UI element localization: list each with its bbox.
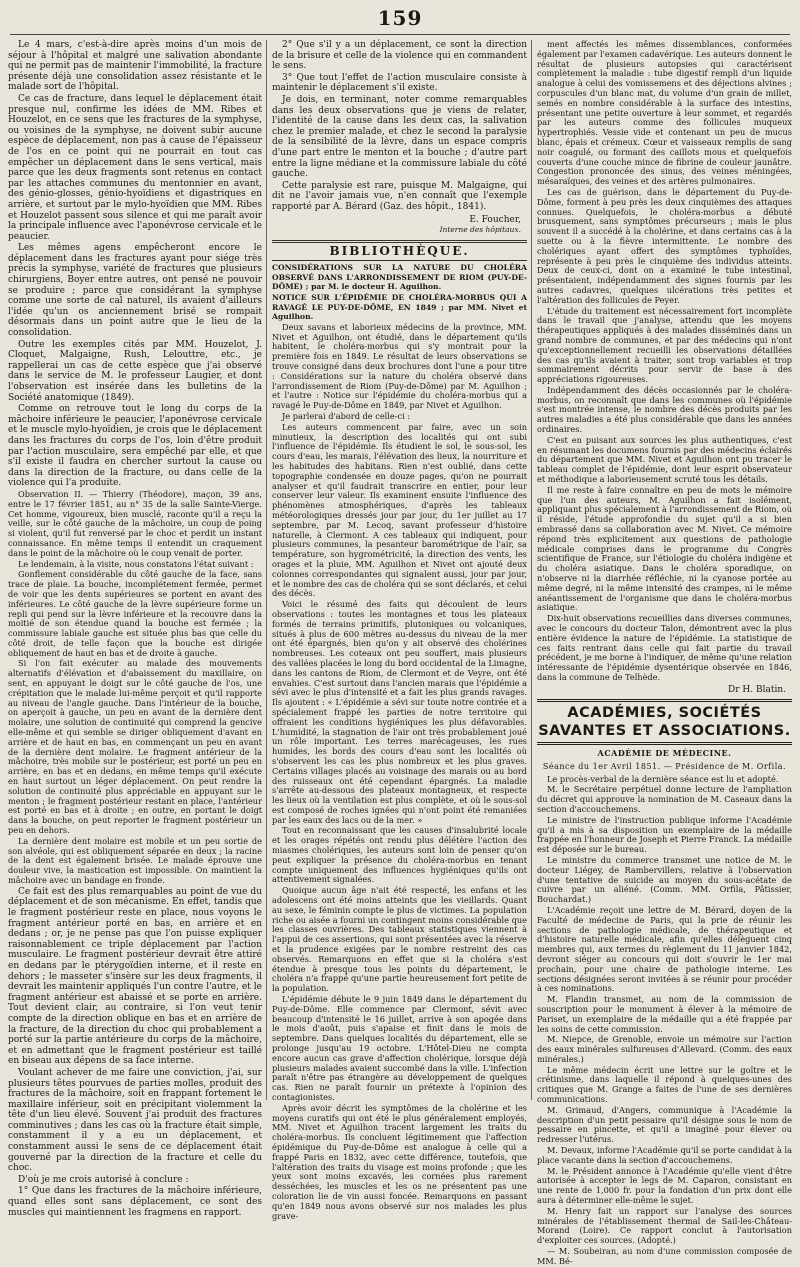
paragraph: Comme on retrouve tout le long du corps de la mâchoire inférieure le peaucier, l'aponévrose cervicale et le muscle mylo-hyoïdien, je crois que le déplacement dans les fractures du corps de l'os, loin d'être produit par l'action musculaire, sera empêché par elle, et que s'il existe il faudra en chercher surtout la cause ou dans la direction de la fracture, ou dans celle de la violence qui l'a produite. xyxy=(8,404,262,489)
paragraph: Je dois, en terminant, noter comme remarquables dans les deux observations que je viens de relater, l'identité de la cause dans les deux cas, la salivation chez le premier malade, et chez le second la paralysie de la sensibilité de la lèvre, dans un espace compris d'une part entre le menton et la bouche ; d'autre part entre la ligne médiane et la commissure labiale du côté gauche. xyxy=(272,94,527,180)
observation-paragraph: Si l'on fait exécuter au malade des mouvements alternatifs d'élévation et d'abaissement du maxillaire, on sent, en appuyant le doigt sur le côté gauche de l'os, une crépitation que le malade lui-même perçoit et qu'il rapporte au niveau de l'angle gauche. Dans l'intérieur de la bouche, on aperçoit à gauche, un peu en avant de la dernière dent molaire, une solution de continuité qui comprend la gencive elle-même et qui semble se diriger obliquement d'avant en arrière et de haut en bas, en commençant un peu en avant de la dernière dent molaire. Le fragment antérieur de la mâchoire, très mobile sur le postérieur, est porté un peu en arrière, en bas et en dedans, en même temps qu'il exécute en haut surtout un léger déplacement. On peut rendre la solution de continuité plus appréciable en appuyant sur le menton ; le fragment postérieur restant en place, l'antérieur est porté en bas et à droite ; en outre, en portant le doigt dans la bouche, on peut reporter le fragment postérieur un peu en dehors. xyxy=(8,658,262,836)
session-paragraph: M. Niepce, de Grenoble, envoie un mémoire sur l'action des eaux minérales sulfureuses d'Allevard. (Comm. des eaux minérales.) xyxy=(537,1034,792,1064)
session-paragraph: M. Devaux, informe l'Académie qu'il se porte candidat à la place vacante dans la section d'accouchemens. xyxy=(537,1145,792,1165)
observation-paragraph: Observation II. — Thierry (Théodore), maçon, 39 ans, entre le 17 février 1851, au n° 35 de la salle Sainte-Vierge. Cet homme, vigoureux, bien musclé, raconte qu'il a reçu la veille, sur le côté gauche de la mâchoire, un coup de poing si violent, qu'il fut renversé par le choc et perdit un instant connaissance. En même temps il entendit un craquement dans le point de la mâchoire où le coup venait de porter. xyxy=(8,488,262,558)
review-paragraph: Les cas de guérison, dans le département du Puy-de-Dôme, forment à peu près les deux cinquièmes des attaques connues. Quelquefois, le choléra-morbus a débuté brusquement, sans symptômes précurseurs ; mais le plus souvent il a succédé à la cholérine, et dans certains cas à la suette ou à la fièvre intermittente. Le nombre des cholériques ayant offert des symptômes typhoïdes, représente à peu près le cinquième des individus atteints. Deux de ceux-ci, dont on a examiné le tube intestinal, présentaient, indépendamment des signes fournis par les autres cadavres, quelques ulcérations très petites et l'altération des follicules de Peyer. xyxy=(537,186,792,305)
review-paragraph: Deux savans et laborieux médecins de la province, MM. Nivet et Aguilhon, ont étudié, dans le département qu'ils habitent, le choléra-morbus qui s'y montrait pour la première fois en 1849. Le résultat de leurs observations se trouve consigné dans deux brochures dont l'une a pour titre : Considérations sur la nature du choléra observé dans l'arrondissement de Riom (Puy-de-Dôme) par M. Aguilhon ; et l'autre : Notice sur l'épidémie du choléra-morbus qui a ravagé le Puy-de-Dôme en 1849, par Nivet et Aguilhon. xyxy=(272,321,527,411)
review-title: CONSIDÉRATIONS SUR LA NATURE DU CHOLÉRA OBSERVÉ DANS L'ARRONDISSEMENT DE RIOM (PUY-DE-DÔME) ; par M. le docteur H. Aguilhon. xyxy=(272,263,527,292)
observation-paragraph: Le lendemain, à la visite, nous constatons l'état suivant : xyxy=(18,558,254,569)
review-paragraph: C'est en puisant aux sources les plus authentiques, c'est en résumant les documens fournis par des médecins éclairés du département que MM. Nivet et Aguilhon ont pu tracer le tableau complet de l'épidémie, dont leur esprit observateur et méthodique a laborieusement scruté tous les détails. xyxy=(537,434,792,485)
session-paragraph: Le ministre du commerce transmet une notice de M. le docteur Liégey, de Rambervillers, relative à l'observation d'une tentative de suicide au moyen du sous-acétate de cuivre par un aliéné. (Comm. MM. Orfila, Pâtissier, Bouchardat.) xyxy=(537,854,792,905)
session-paragraph: Le même médecin écrit une lettre sur le goître et le crétinisme, dans laquelle il répond à quelques-unes des critiques que M. Grange a faites de l'une de ses dernières communications. xyxy=(537,1064,792,1105)
review-paragraph: Je parlerai d'abord de celle-ci : xyxy=(282,411,411,422)
paragraph: 1° Que dans les fractures de la mâchoire inférieure, quand elles sont sans déplacement, ce sont des muscles qui maintiennent les fragmens en rapport. xyxy=(8,1186,262,1218)
session-paragraph: M. Flandin transmet, au nom de la commission de souscription pour le monument à élever à la mémoire de Pariset, un exemplaire de la médaille qui a été frappée par les soins de cette commission. xyxy=(537,994,792,1034)
session-paragraph: L'Académie reçoit une lettre de M. Bérard, doyen de la Faculté de médecine de Paris, qui la prie de réunir les sections de pathologie médicale, de thérapeutique et d'histoire naturelle médicale, afin qu'elles délèguent cinq membres qui, aux termes du règlement du 11 janvier 1842, devront siéger au concours qui doit s'ouvrir le 1er mai prochain, pour une chaire de pathologie interne. Les sections désignées seront invitées à se réunir pour procéder à ces nominations. xyxy=(537,904,792,994)
page-number: 159 xyxy=(377,6,423,30)
author-role: Interne des hôpitaux. xyxy=(439,225,521,235)
review-paragraph: L'étude du traitement est nécessairement fort incomplète dans le travail que j'analyse, attendu que les moyens thérapeutiques appliqués à des malades disséminés dans un grand nombre de communes, et par des médecins qui n'ont qu'exceptionnellement recueilli les observations détaillées des cas qu'ils avaient à traiter, sont trop variables et trop sommairement décrits pour servir de base à des appréciations rigoureuses. xyxy=(537,305,792,385)
paragraph: Outre les exemples cités par MM. Houzelot, J. Cloquet, Malgaigne, Rush, Lelouttre, etc., je rappellerai un cas de cette espèce que j'ai observé dans le service de M. le professeur Laugier, et dont l'observation est insérée dans les bulletins de la Société anatomique (1849). xyxy=(8,339,262,403)
session-paragraph: M. le Président annonce à l'Académie qu'elle vient d'être autorisée à accepter le legs de M. Caparon, consistant en une rente de 1,000 fr. pour la fondation d'un prix dont elle aura à déterminer elle-même le sujet. xyxy=(537,1165,792,1206)
section-divider xyxy=(272,260,527,261)
paragraph: 2° Que s'il y a un déplacement, ce sont la direction de la brisure et celle de la violence qui en commandent le sens. xyxy=(272,40,527,72)
author-signature: Dr H. Blatin. xyxy=(728,684,786,695)
header-rule xyxy=(10,34,790,35)
column-divider-1 xyxy=(266,40,267,1100)
review-title: NOTICE SUR L'ÉPIDÉMIE DE CHOLÉRA-MORBUS QUI A RAVAGÉ LE PUY-DE-DÔME, EN 1849 ; par MM. Nivet et Aguilhon. xyxy=(272,293,527,322)
review-paragraph: Les auteurs commencent par faire, avec un soin minutieux, la description des localités qui ont subi l'influence de l'épidémie. Ils étudient le sol, le sous-sol, les cours d'eau, les marais, l'élévation des lieux, la nourriture et les habitudes des habitans. Rien n'est oublié, dans cette topographie condensée en douze pages, qu'on ne pourrait analyser et qu'il faudrait transcrire en entier, pour leur conserver leur valeur. Ils examinent ensuite l'influence des phénomènes atmosphériques, d'après les tableaux météorologiques dressés jour par jour, du 1er juillet au 17 septembre, par M. Lecoq, savant professeur d'histoire naturelle, à Clermont. A ces tableaux qui indiquent, pour plusieurs communes, la pesanteur barométrique de l'air, sa température, son hygrométricité, la direction des vents, les orages et la pluie, MM. Aguilhon et Nivet ont ajouté deux colonnes correspondantes qui signalent aussi, jour par jour, et le nombre des cas de choléra qui se sont déclarés, et celui des décès. xyxy=(272,421,527,599)
paragraph: Ce fait est des plus remarquables au point de vue du déplacement et de son mécanisme. En effet, tandis que le fragment postérieur reste en place, nous voyons le fragment antérieur porté en bas, en arrière et en dedans ; or, je ne pense pas que l'on puisse expliquer raisonnablement ce triple déplacement par l'action musculaire. Le fragment postérieur devrait être attiré en dedans par le ptérygoïdien interne, et il reste en dehors ; le masseter s'insère sur les deux fragments, il devrait les maintenir appliqués l'un contre l'autre, et le fragment antérieur est abaissé et se porte en arrière. Tout devient clair, au contraire, si l'on veut tenir compte de la direction oblique en bas et en arrière de la fracture, de la direction du choc qui probablement a porté sur la partie antérieure du corps de la mâchoire, et en admettant que le fragment postérieur est taillé en biseau aux dépens de sa face interne. xyxy=(8,886,262,1067)
author-signature: E. Foucher, xyxy=(469,214,521,225)
section-heading-academies: ACADÉMIES, SOCIÉTÉS SAVANTES ET ASSOCIATIONS. xyxy=(537,699,792,745)
review-paragraph: Quoique aucun âge n'ait été respecté, les enfans et les adolescens ont été moins atteints que les vieillards. Quant au sexe, le féminin compte le plus de victimes. La population riche ou aisée a fourni un contingent moins considérable que les classes ouvrières. Des tableaux statistiques viennent à l'appui de ces assertions, qui sont présentées avec la réserve et la prudence exigées par le nombre restreint des cas observés. Remarquons en effet que si la choléra s'est étendue à presque tous les points du département, le choléra n'a frappé qu'une partie heureusement fort petite de la population. xyxy=(272,885,527,994)
paragraph: D'où je me crois autorisé à conclure : xyxy=(18,1174,189,1185)
section-divider xyxy=(272,240,527,243)
session-paragraph: — M. Soubeiran, au nom d'une commission composée de MM. Bé- xyxy=(537,1246,792,1266)
observation-paragraph: La dernière dent molaire est mobile et un peu sortie de son alvéole, qui est obliquement séparée en deux ; la racine de la dent est également brisée. Le malade éprouve une douleur vive, la mastication est impossible. On maintient la mâchoire avec un bandage en fronde. xyxy=(8,835,262,886)
observation-paragraph: Gonflement considérable du côté gauche de la face, sans trace de plaie. La bouche, incomplétement fermée, permet de voir que les dents supérieures se portent en avant des inférieures. Le côté gauche de la lèvre supérieure forme un repli qui pend sur la lèvre inférieure et la recouvre dans la moitié de son étendue quand la bouche est fermée ; la commissure labiale gauche est située plus bas que celle du côté droit, de telle façon que la bouche est dirigée obliquement de haut en bas et de droite à gauche. xyxy=(8,569,262,658)
paragraph: Cette paralysie est rare, puisque M. Malgaigne, qui dit ne l'avoir jamais vue, n'en connaît que l'exemple rapporté par A. Bérard (Gaz. des hôpit., 1841). xyxy=(272,180,527,212)
column-1 xyxy=(8,40,262,1218)
section-heading-bibliotheque: BIBLIOTHÈQUE. xyxy=(329,243,470,258)
paragraph: Le 4 mars, c'est-à-dire après moins d'un mois de séjour à l'hôpital et malgré une salivation abondante qui ne permit pas de maintenir l'immobilité, la fracture présente déjà une consolidation assez résistante et le malade sort de l'hôpital. xyxy=(8,40,262,93)
session-paragraph: M. le Secrétaire perpétuel donne lecture de l'ampliation du décret qui approuve la nomination de M. Caseaux dans la section d'accouchemens. xyxy=(537,784,792,814)
column-2 xyxy=(272,40,527,1221)
observation-block xyxy=(8,490,262,886)
paragraph: Voulant achever de me faire une conviction, j'ai, sur plusieurs têtes pourvues de parties molles, produit des fractures de la mâchoire, soit en frappant fortement le maxillaire inférieur, soit en précipitant violemment la tête d'un lieu élevé. Souvent j'ai produit des fractures comminutives ; dans les cas où la fracture était simple, constamment il y a eu un déplacement, et constamment aussi le sens de ce déplacement était gouverné par la direction de la fracture et celle du choc. xyxy=(8,1067,262,1174)
paragraph: Les mêmes agens empêcheront encore le déplacement dans les fractures ayant pour siége très précis la symphyse, variété de fractures que plusieurs chirurgiens, Boyer entre autres, ont pensé ne pouvoir se produire ; parce que considérant la symphyse comme une sorte de cal naturel, ils avaient d'ailleurs l'idée qu'un os anciennement brisé se rompait désormais dans un point autre que le lieu de la consolidation. xyxy=(8,243,262,339)
session-paragraph: M. Grimaud, d'Angers, communique à l'Académie la description d'un petit pessaire qu'il désigne sous le nom de pessaire en pincette, et qu'il a imaginé pour élever ou redresser l'utérus. xyxy=(537,1104,792,1145)
session-report xyxy=(537,775,792,1267)
session-date: Séance du 1er Avril 1851. — Présidence de M. Orfila. xyxy=(542,761,787,771)
session-paragraph: Le procès-verbal de la dernière séance est lu et adopté. xyxy=(547,773,779,784)
review-paragraph: Tout en reconnaissant que les causes d'insalubrité locale et les orages répétés ont rendu plus délétère l'action des miasmes cholériques, les auteurs sont loin de penser qu'on peut expliquer la présence du choléra-morbus en tenant compte uniquement des influences hygiéniques qu'ils ont attentivement signalées. xyxy=(272,825,527,885)
academy-name: ACADÉMIE DE MÉDECINE. xyxy=(597,748,732,759)
review-paragraph: Dix-huit observations recueillies dans diverses communes, avec le concours du docteur Talon, démontrent avec la plus entière évidence la nature de l'épidémie. La statistique de ces faits rentrant dans celle qui fait partie du travail précédent, je me borne à l'indiquer, de même qu'une relation intéressante de l'épidémie dysentérique observée en 1846, dans la commune de Telhède. xyxy=(537,613,792,682)
review-paragraph: Indépendamment des décès occasionnés par le choléra-morbus, on reconnaît que dans les communes où l'épidémie s'est montrée intense, le nombre des décès produits par les autres maladies a été plus considérable que dans les années ordinaires. xyxy=(537,384,792,435)
review-paragraph: Voici le résumé des faits qui découlent de leurs observations : toutes les montagnes et tous les plateaux formés de terrains primitifs, plutoniques ou volcaniques, situés à plus de 600 mètres au-dessus du niveau de la mer ont été épargnés, bien qu'on y ait observé des cholérines nombreuses. Les coteaux ont peu souffert, mais plusieurs des vallées placées le long du bord occidental de la Limagne, dans les cantons de Riom, de Clermont et de Veyre, ont été envahies. C'est surtout dans l'ancien marais que l'épidémie a sévi avec le plus d'intensité et a fait les plus grands ravages. Ils ajoutent : « L'épidémie a sévi sur toute notre contrée et a spécialement frappé les parties de notre territoire qui offraient les conditions hygiéniques les plus défavorables. L'humidité, la stagnation de l'air ont très probablement joué un rôle important. Les terres marécageuses, les rues humides, les bords des cours d'eau sont les localités où s'observent les cas les plus nombreux et les plus graves. Certains villages placés au voisinage des marais ou au bord des ruisseaux ont été cependant épargnés. La maladie s'arrête au-dessous des plateaux montagneux, et respecte les lieux où la ventilation est plus complète, et où le sous-sol est composé de roches ignées qui n'ont point été remaniées par les eaux des lacs ou de la mer. » xyxy=(272,599,527,825)
column-divider-2 xyxy=(531,40,532,1100)
review-paragraph: Il me reste à faire connaître en peu de mots le mémoire que l'un des auteurs, M. Aguilhon a fait isolément, appliquant plus spécialement à l'arrondissement de Riom, où il réside, l'étude approfondie du sujet qu'il a si bien embrassé dans sa collaboration avec M. Nivet. Ce mémoire répond très explicitement aux questions de pathologie médicale comprises dans le programme du Congrès scientifique de France, sur l'étiologie du choléra indigène et du choléra asiatique. Dans le choléra sporadique, on n'observe ni la diarrhée réfléchie, ni la cyanose portée au même degré, ni la même intensité des crampes, ni le même anéantissement de l'organisme que dans le choléra-morbus asiatique. xyxy=(537,484,792,613)
review-paragraph: Après avoir décrit les symptômes de la cholérine et les moyens curatifs qui ont été le plus généralement employés, MM. Nivet et Aguilhon tracent largement les traits du choléra-morbus. Ils concluent légitimement que l'affection épidémique du Puy-de-Dôme est analogue à celle qui a frappé Paris en 1832, avec cette différence, toutefois, que l'altération des traits du visage est moins profonde ; que les yeux sont moins excavés, les cornées plus rarement desséchées, les muscles et les os ne présentent pas une coloration lie de vin aussi foncée. Remarquons en passant qu'en 1849 nous avons observé sur nos malades les plus grave- xyxy=(272,1102,527,1221)
paragraph: 3° Que tout l'effet de l'action musculaire consiste à maintenir le déplacement s'il existe. xyxy=(272,72,527,94)
review-block xyxy=(272,263,527,1221)
session-paragraph: M. Henry fait un rapport sur l'analyse des sources minérales de l'établissement thermal de Sail-les-Château-Morand (Loire). Ce rapport conclut à l'autorisation d'exploiter ces sources. (Adopté.) xyxy=(537,1205,792,1246)
session-paragraph: Le ministre de l'instruction publique informe l'Académie qu'il a mis à sa disposition un exemplaire de la médaille frappée en l'honneur de Joseph et Pierre Franck. La médaille est déposée sur le bureau. xyxy=(537,814,792,855)
paragraph: Ce cas de fracture, dans lequel le déplacement était presque nul, confirme les idées de MM. Ribes et Houzelot, en ce sens que les fractures de la symphyse, ou voisines de la symphyse, ne doivent subir aucune espèce de déplacement, non pas à cause de l'épaisseur de l'os en ce point qui ne pourrait en tout cas empêcher un déplacement dans le sens vertical, mais parce que les deux fragments sont retenus en contact par les attaches communes du mentonnier en avant, des génio-glosses, génio-hyoïdiens et digastriques en arrière, et surtout par le mylo-hyoïdien que MM. Ribes et Houzelot passent sous silence et qui me paraît avoir la principale influence avec l'aponévrose cervicale et le peaucier. xyxy=(8,93,262,242)
review-paragraph: ment affectés les mêmes dissemblances, conformées également par l'examen cadavérique. Les auteurs donnent le résultat de plusieurs autopsies qui caractérisent complètement la maladie : tube digestif rempli d'un liquide analogue à celui des vomissemens et des déjections alvines ; corpuscules d'un blanc mat, du volume d'un grain de millet, semés en nombre considérable à la surface des intestins, présentant une petite ouverture à leur sommet, et regardés par les auteurs comme des follicules muqueux hypertrophiés. Vessie vide et contenant un peu de mucus blanc, épais et crémeux. Cœur et vaisseaux remplis de sang noir coagulé, ou formant des caillots mous et quelquefois couverts d'une couche mince de fibrine de couleur jaunâtre. Congestion prononcée des sinus, des veines méningées, mésaraïques, des veines et des artères pulmonaires. xyxy=(537,39,792,187)
review-continuation xyxy=(537,40,792,683)
column-3 xyxy=(537,39,792,1266)
review-paragraph: L'épidémie débute le 9 juin 1849 dans le département du Puy-de-Dôme. Elle commence par Clermont, sévit avec beaucoup d'intensité le 16 juillet, arrive à son apogée dans le mois d'août, puis s'apaise et finit dans le mois de septembre. Dans quelques localités du département, elle se prolonge jusqu'au 19 octobre. L'Hôtel-Dieu ne compta encore aucun cas grave d'affection cholérique, lorsque déjà plusieurs malades avaient succombé dans la ville. L'infection paraît n'être pas étrangère au développement de quelques cas. Rien ne paraît fournir un prétexte à l'opinion des contagionistes. xyxy=(272,994,527,1102)
